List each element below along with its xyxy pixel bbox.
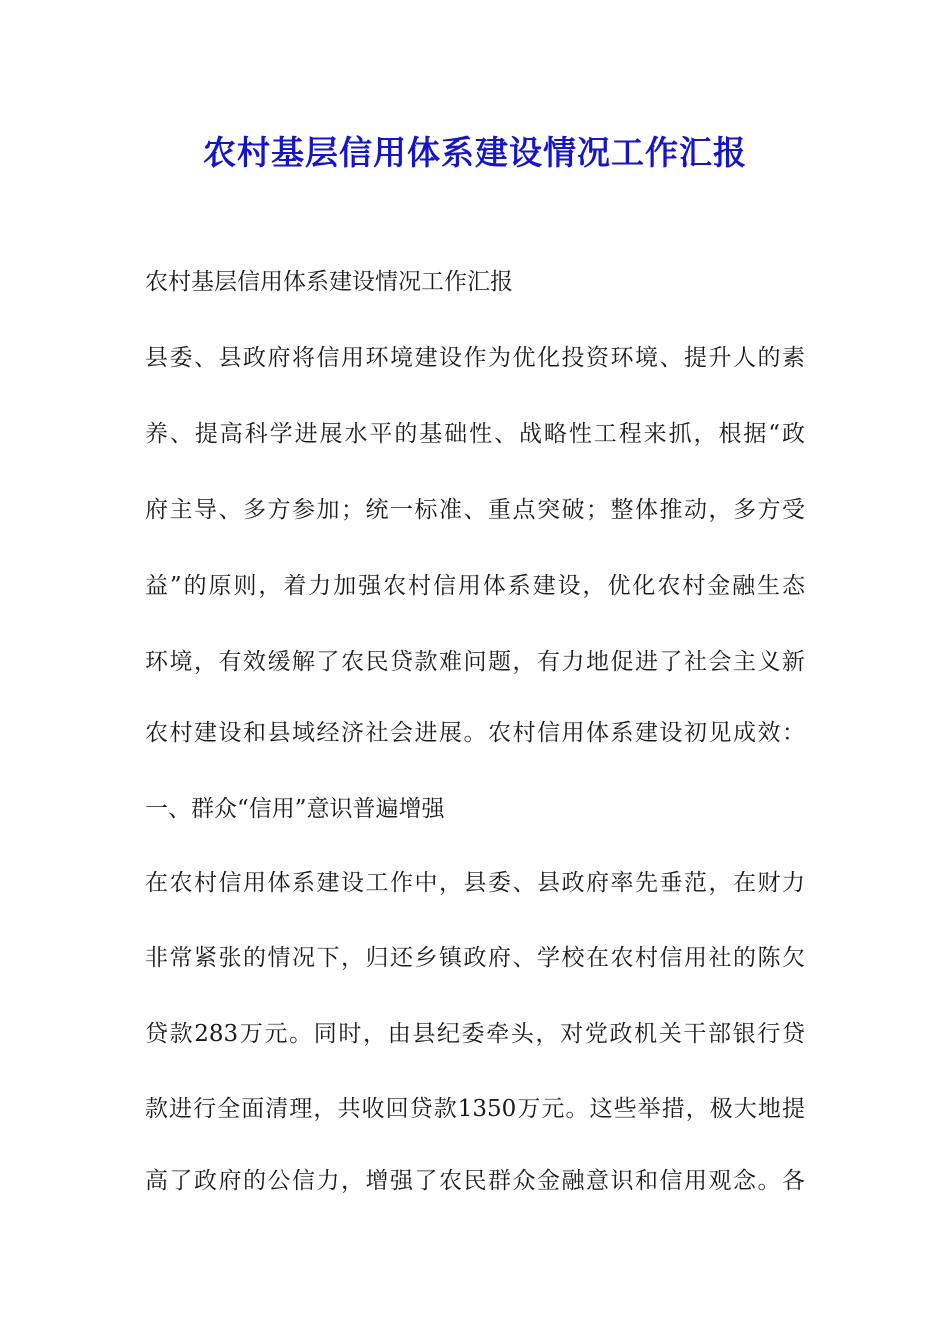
text-line: 县委、县政府将信用环境建设作为优化投资环境、提升人的素 (145, 345, 805, 371)
text-line: 府主导、多方参加；统一标准、重点突破；整体推动，多方受 (145, 497, 805, 523)
text-line: 环境，有效缓解了农民贷款难问题，有力地促进了社会主义新 (145, 649, 805, 675)
text-line: 款进行全面清理，共收回贷款1350万元。这些举措，极大地提 (145, 1096, 805, 1122)
section-heading: 一、群众“信用”意识普遍增强 (145, 796, 445, 822)
text-line: 高了政府的公信力，增强了农民群众金融意识和信用观念。各 (145, 1168, 805, 1194)
text-line: 益”的原则，着力加强农村信用体系建设，优化农村金融生态 (145, 573, 805, 599)
text-line: 贷款283万元。同时，由县纪委牵头，对党政机关干部银行贷 (145, 1021, 805, 1047)
text-line-subtitle: 农村基层信用体系建设情况工作汇报 (145, 269, 513, 295)
text-line: 非常紧张的情况下，归还乡镇政府、学校在农村信用社的陈欠 (145, 945, 805, 971)
text-line: 农村建设和县域经济社会进展。农村信用体系建设初见成效： (145, 720, 805, 746)
text-line: 养、提高科学进展水平的基础性、战略性工程来抓，根据“政 (145, 421, 805, 447)
text-line: 在农村信用体系建设工作中，县委、县政府率先垂范，在财力 (145, 870, 805, 896)
document-title: 农村基层信用体系建设情况工作汇报 (203, 133, 747, 172)
